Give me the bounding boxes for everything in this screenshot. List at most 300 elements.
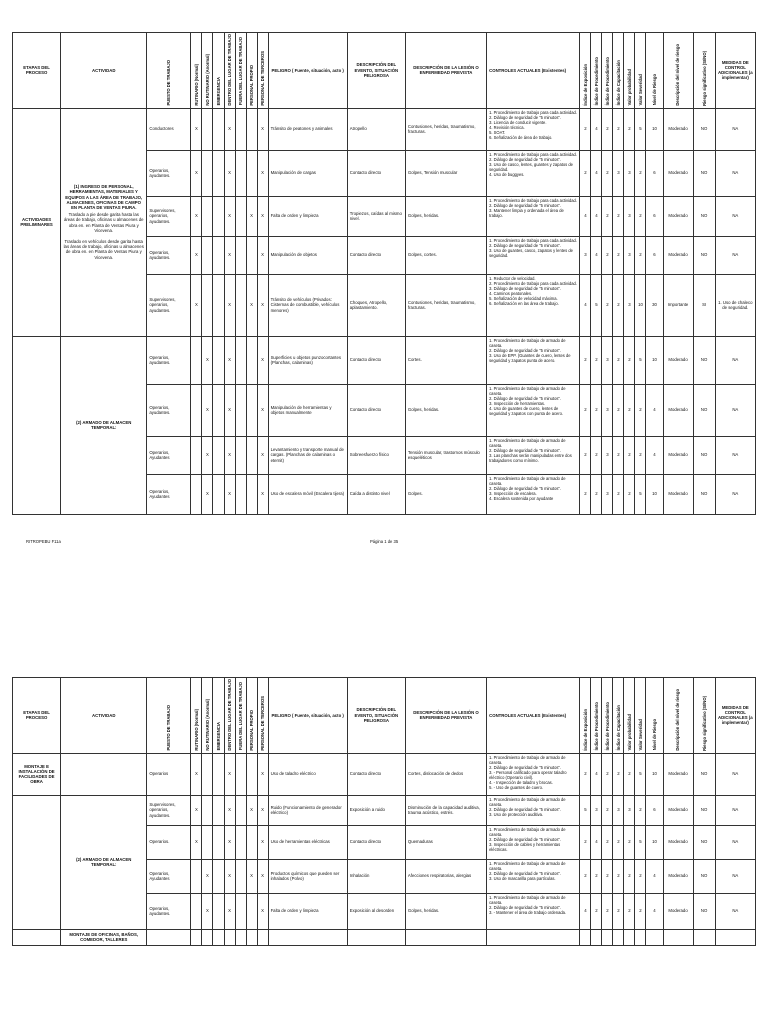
mark-cell bbox=[213, 108, 224, 150]
header-nivel_riesgo: Nivel de Riesgo bbox=[646, 33, 663, 109]
score-cell: 4 bbox=[646, 436, 663, 474]
etapa-cell bbox=[13, 929, 61, 945]
lesion-cell: Golpes, heridas. bbox=[405, 384, 486, 436]
mark-cell: X bbox=[257, 859, 268, 893]
lesion-cell: Golpes, cortes. bbox=[405, 236, 486, 274]
mark-cell: X bbox=[191, 825, 202, 859]
header-ind_procedimiento: Índice de Procedimiento bbox=[602, 678, 613, 754]
controles-cell: 1. Procedimiento de trabajo de armado de caseta. 2. Diálogo de seguridad de "5 minutos". 3. - Personal calificado para operar taladro eléctrico (Operario civil). 4. - Inspección de taladro y brocas. 5. - Uso de guantes de cuero. bbox=[487, 753, 580, 795]
mark-cell bbox=[213, 236, 224, 274]
puesto-cell: Conductores bbox=[147, 108, 191, 150]
mark-cell bbox=[246, 150, 257, 196]
mark-cell bbox=[246, 929, 257, 945]
mark-cell bbox=[213, 929, 224, 945]
score-cell: 2 bbox=[613, 236, 624, 274]
actividad-title: (2) ARMADO DE ALMACEN TEMPORAL: bbox=[76, 419, 132, 431]
score-cell: 2 bbox=[580, 384, 591, 436]
significativo-cell: NO bbox=[693, 474, 715, 514]
table-row bbox=[13, 108, 756, 150]
header-emergencia: EMERGENCIA bbox=[213, 678, 224, 754]
header-valor_sev: Valor Severidad bbox=[635, 678, 646, 754]
score-cell: 2 bbox=[624, 474, 635, 514]
mark-cell: X bbox=[191, 274, 202, 336]
evento-cell: Atropello bbox=[347, 108, 405, 150]
peligro-cell bbox=[268, 929, 347, 945]
controles-cell: 1. Procedimiento de trabajo de armado de caseta. 2. Diálogo de seguridad de "5 minutos". 3. Uso de mascarilla para partículas. bbox=[487, 859, 580, 893]
score-cell: 10 bbox=[646, 108, 663, 150]
mark-cell bbox=[213, 384, 224, 436]
header-terceros: PERSONAL DE TERCEROS bbox=[257, 678, 268, 754]
peligro-cell: Uso de taladro eléctrico bbox=[268, 753, 347, 795]
mark-cell: X bbox=[191, 795, 202, 825]
medidas-cell: 1. Uso de chaleco de seguridad. bbox=[715, 274, 755, 336]
peligro-cell: Superficies u objetos punzocortantes (Planchas, calaminas) bbox=[268, 336, 347, 384]
puesto-cell: Operarios, ayudantes. bbox=[147, 384, 191, 436]
score-cell: 2 bbox=[591, 474, 602, 514]
mark-cell: X bbox=[202, 893, 213, 929]
significativo-cell: NO bbox=[693, 336, 715, 384]
mark-cell: X bbox=[202, 336, 213, 384]
significativo-cell: NO bbox=[693, 795, 715, 825]
controles-cell: 1. Procedimiento de trabajo para cada actividad. 2. Diálogo de seguridad de "5 minutos". 3. Licencia de conducir vigente. 4. Revisión técnica. 5. SOAT. 6. Señalización de área de trabajo. bbox=[487, 108, 580, 150]
significativo-cell: NO bbox=[693, 384, 715, 436]
risk-matrix-page-1 bbox=[12, 32, 756, 515]
score-cell: 4 bbox=[580, 274, 591, 336]
puesto-cell: Supervisores, operarios, ayudantes. bbox=[147, 795, 191, 825]
mark-cell: X bbox=[257, 108, 268, 150]
score-cell: 2 bbox=[624, 336, 635, 384]
evento-cell: Contacto directo bbox=[347, 825, 405, 859]
header-no_rutinario: NO RUTINARIO (Anormal) bbox=[202, 33, 213, 109]
controles-cell: 1. Procedimiento de trabajo para cada actividad. 2. Diálogo de seguridad de "5 minutos". 3. Mantener limpia y ordenada el área de trabajo. bbox=[487, 196, 580, 236]
score-cell: 2 bbox=[580, 336, 591, 384]
puesto-cell: Operarios, ayudantes. bbox=[147, 893, 191, 929]
header-actividad: ACTIVIDAD bbox=[61, 678, 147, 754]
mark-cell: X bbox=[246, 196, 257, 236]
score-cell bbox=[591, 929, 602, 945]
mark-cell: X bbox=[246, 859, 257, 893]
controles-cell: 1. Procedimiento de trabajo de armado de caseta. 2. Diálogo de seguridad de "5 minutos". 3. Las planchas serán manipuladas entre dos trabajadores como mínimo. bbox=[487, 436, 580, 474]
mark-cell bbox=[202, 150, 213, 196]
nivel-desc-cell: Moderado bbox=[663, 753, 693, 795]
score-cell: 2 bbox=[613, 893, 624, 929]
mark-cell: X bbox=[224, 859, 235, 893]
score-cell: 5 bbox=[635, 474, 646, 514]
mark-cell bbox=[191, 336, 202, 384]
header-dentro: DENTRO DEL LUGAR DE TRABAJO bbox=[224, 678, 235, 754]
nivel-desc-cell: Moderado bbox=[663, 474, 693, 514]
nivel-desc-cell: Moderado bbox=[663, 236, 693, 274]
score-cell: 3 bbox=[624, 196, 635, 236]
score-cell: 6 bbox=[646, 196, 663, 236]
mark-cell bbox=[235, 929, 246, 945]
document-code: RITROPEBU F11a bbox=[26, 539, 61, 544]
header-descripcion: DESCRIPCIÓN DEL EVENTO, SITUACIÓN PELIGROSA bbox=[347, 678, 405, 754]
score-cell: 10 bbox=[646, 825, 663, 859]
lesion-cell: Golpes, heridas. bbox=[405, 893, 486, 929]
nivel-desc-cell: Moderado bbox=[663, 196, 693, 236]
mark-cell bbox=[246, 825, 257, 859]
mark-cell: X bbox=[224, 825, 235, 859]
mark-cell: X bbox=[257, 795, 268, 825]
medidas-cell: NA bbox=[715, 474, 755, 514]
mark-cell bbox=[202, 795, 213, 825]
mark-cell bbox=[235, 196, 246, 236]
mark-cell bbox=[191, 384, 202, 436]
header-etapas: ETAPAS DEL PROCESO bbox=[13, 33, 61, 109]
controles-cell: 1. Procedimiento de trabajo de armado de caseta. 2. Diálogo de seguridad de "5 minutos". 3. Uso de EPP. (Guantes de cuero, lentes de seguridad y zapatos punta de acero. bbox=[487, 336, 580, 384]
mark-cell bbox=[235, 150, 246, 196]
score-cell: 2 bbox=[613, 108, 624, 150]
score-cell: 2 bbox=[613, 196, 624, 236]
score-cell: 2 bbox=[613, 384, 624, 436]
score-cell: 2 bbox=[591, 384, 602, 436]
score-cell: 4 bbox=[580, 196, 591, 236]
mark-cell bbox=[202, 196, 213, 236]
header-desc_nivel: Descripción del nivel de riesgo bbox=[663, 33, 693, 109]
score-cell: 3 bbox=[591, 795, 602, 825]
score-cell: 6 bbox=[646, 795, 663, 825]
mark-cell: X bbox=[202, 384, 213, 436]
controles-cell: 1. Procedimiento de trabajo para cada actividad. 2. Diálogo de seguridad de "5 minutos". 3. Uso de guantes, casco, zapatos y lentes de seguridad. bbox=[487, 236, 580, 274]
score-cell: 2 bbox=[602, 859, 613, 893]
mark-cell: X bbox=[224, 274, 235, 336]
peligro-cell: Manipulación de cargas bbox=[268, 150, 347, 196]
score-cell: 2 bbox=[580, 825, 591, 859]
significativo-cell: SI bbox=[693, 274, 715, 336]
mark-cell: X bbox=[224, 795, 235, 825]
score-cell: 10 bbox=[646, 753, 663, 795]
header-actividad: ACTIVIDAD bbox=[61, 33, 147, 109]
mark-cell bbox=[191, 893, 202, 929]
score-cell: 2 bbox=[635, 150, 646, 196]
mark-cell: X bbox=[191, 108, 202, 150]
score-cell: 6 bbox=[646, 150, 663, 196]
mark-cell bbox=[213, 893, 224, 929]
mark-cell: X bbox=[257, 893, 268, 929]
medidas-cell: NA bbox=[715, 336, 755, 384]
score-cell: 2 bbox=[635, 893, 646, 929]
score-cell: 3 bbox=[602, 436, 613, 474]
score-cell: 2 bbox=[624, 384, 635, 436]
significativo-cell: NO bbox=[693, 893, 715, 929]
header-lesion: DESCRIPCIÓN DE LA LESIÓN O ENFERMEDAD PREVISTA bbox=[405, 678, 486, 754]
header-fuera: FUERA DEL LUGAR DE TRABAJO bbox=[235, 678, 246, 754]
header-dentro: DENTRO DEL LUGAR DE TRABAJO bbox=[224, 33, 235, 109]
mark-cell bbox=[213, 825, 224, 859]
mark-cell: X bbox=[224, 236, 235, 274]
lesion-cell: Tensión muscular, trastornos músculo esqueléticos bbox=[405, 436, 486, 474]
header-ind_capacitacion: Índice de Capacitación bbox=[613, 678, 624, 754]
medidas-cell: NA bbox=[715, 196, 755, 236]
score-cell bbox=[580, 929, 591, 945]
puesto-cell: Operarios, Ayudantes bbox=[147, 474, 191, 514]
score-cell: 3 bbox=[624, 274, 635, 336]
mark-cell bbox=[213, 753, 224, 795]
actividad-cell bbox=[61, 929, 147, 945]
mark-cell bbox=[235, 274, 246, 336]
medidas-cell: NA bbox=[715, 150, 755, 196]
mark-cell bbox=[191, 859, 202, 893]
significativo-cell: NO bbox=[693, 236, 715, 274]
mark-cell bbox=[235, 436, 246, 474]
actividad-title: MONTAJE DE OFICINAS, BAÑOS, COMEDOR, TALLERES bbox=[69, 931, 139, 943]
score-cell: 2 bbox=[613, 436, 624, 474]
score-cell: 4 bbox=[591, 196, 602, 236]
mark-cell bbox=[191, 436, 202, 474]
mark-cell bbox=[246, 336, 257, 384]
significativo-cell: NO bbox=[693, 196, 715, 236]
mark-cell: X bbox=[257, 753, 268, 795]
header-ind_procedimiento: Índice de Procedimiento bbox=[602, 33, 613, 109]
mark-cell: X bbox=[202, 474, 213, 514]
score-cell: 2 bbox=[591, 336, 602, 384]
score-cell: 5 bbox=[635, 825, 646, 859]
etapa-cell: MONTAJE E INSTALACIÓN DE FACILIDADES DE OBRA bbox=[13, 753, 61, 795]
medidas-cell: NA bbox=[715, 236, 755, 274]
mark-cell bbox=[235, 893, 246, 929]
mark-cell bbox=[235, 753, 246, 795]
mark-cell bbox=[235, 795, 246, 825]
score-cell: 2 bbox=[580, 108, 591, 150]
medidas-cell: NA bbox=[715, 825, 755, 859]
score-cell bbox=[613, 929, 624, 945]
peligro-cell: Uso de escalera móvil (Escalera tijera) bbox=[268, 474, 347, 514]
peligro-cell: Levantamiento y transporte manual de cargas. (Planchas de calaminas o eternit) bbox=[268, 436, 347, 474]
peligro-cell: Falta de orden y limpieza bbox=[268, 196, 347, 236]
score-cell: 3 bbox=[602, 474, 613, 514]
score-cell: 2 bbox=[613, 825, 624, 859]
peligro-cell: Manipulación de herramientas y objetos manualmente bbox=[268, 384, 347, 436]
mark-cell bbox=[202, 108, 213, 150]
mark-cell: X bbox=[257, 336, 268, 384]
mark-cell: X bbox=[224, 336, 235, 384]
table-row bbox=[13, 336, 756, 384]
score-cell: 2 bbox=[624, 859, 635, 893]
lesion-cell: Contusiones, heridas, traumatismo, fracturas. bbox=[405, 274, 486, 336]
puesto-cell: Operarios, ayudantes. bbox=[147, 236, 191, 274]
nivel-desc-cell: Importante bbox=[663, 274, 693, 336]
mark-cell bbox=[191, 474, 202, 514]
score-cell: 5 bbox=[635, 753, 646, 795]
header-rutinario: RUTINARIO (Normal) bbox=[191, 678, 202, 754]
page-number: Página 1 de 35 bbox=[370, 539, 399, 544]
score-cell: 2 bbox=[602, 753, 613, 795]
score-cell: 2 bbox=[635, 384, 646, 436]
evento-cell: Sobreesfuerzo físico bbox=[347, 436, 405, 474]
mark-cell bbox=[246, 893, 257, 929]
score-cell: 2 bbox=[624, 753, 635, 795]
lesion-cell: Afecciones respiratorias, alergias bbox=[405, 859, 486, 893]
significativo-cell: NO bbox=[693, 150, 715, 196]
mark-cell: X bbox=[257, 150, 268, 196]
nivel-desc-cell bbox=[663, 929, 693, 945]
mark-cell: X bbox=[224, 893, 235, 929]
header-personal_propio: PERSONAL PROPIO bbox=[246, 33, 257, 109]
mark-cell bbox=[246, 108, 257, 150]
controles-cell: 1. Reductor de velocidad. 2. Procedimiento de trabajo para cada actividad. 3. Diálogo de seguridad de "5 minutos". 4. Caminos peatonales. 5. Señalización de velocidad máxima. 6. Señalización en las área de trabajo. bbox=[487, 274, 580, 336]
mark-cell bbox=[257, 929, 268, 945]
mark-cell bbox=[213, 274, 224, 336]
puesto-cell: Operarios, Ayudantes bbox=[147, 436, 191, 474]
score-cell: 2 bbox=[613, 336, 624, 384]
header-desc_nivel: Descripción del nivel de riesgo bbox=[663, 678, 693, 754]
score-cell: 2 bbox=[602, 196, 613, 236]
header-medidas: MEDIDAS DE CONTROL ADICIONALES (a implementar) bbox=[715, 678, 755, 754]
score-cell bbox=[624, 929, 635, 945]
score-cell: 3 bbox=[613, 795, 624, 825]
lesion-cell: Golpes, heridas. bbox=[405, 196, 486, 236]
actividad-title: (1) INGRESO DE PERSONAL, HERRAMIENTAS, MATERIALES Y EQUIPOS A LAS ÁREA DE TRABAJO, ALMACENES, OFICINAS DE CAMPO EN PLANTA DE VENTAS PIURA. bbox=[65, 184, 143, 211]
mark-cell bbox=[202, 274, 213, 336]
etapa-cell bbox=[13, 336, 61, 514]
peligro-cell: Uso de herramientas eléctricas bbox=[268, 825, 347, 859]
mark-cell bbox=[202, 236, 213, 274]
score-cell: 2 bbox=[602, 150, 613, 196]
peligro-cell: Tránsito de vehículos (Privados: Cisternas de combustible, vehículos menores) bbox=[268, 274, 347, 336]
score-cell: 30 bbox=[646, 274, 663, 336]
mark-cell: X bbox=[257, 474, 268, 514]
mark-cell bbox=[202, 753, 213, 795]
mark-cell bbox=[213, 474, 224, 514]
nivel-desc-cell: Moderado bbox=[663, 436, 693, 474]
evento-cell: Contacto directo bbox=[347, 336, 405, 384]
puesto-cell: Supervisores, operarios, ayudantes. bbox=[147, 196, 191, 236]
mark-cell bbox=[191, 929, 202, 945]
controles-cell: 1. Procedimiento de trabajo de armado de caseta. 2. Diálogo de seguridad de "5 minutos". 3. - Mantener el área de trabajo ordenada. bbox=[487, 893, 580, 929]
actividad-cell bbox=[61, 336, 147, 514]
table-row bbox=[13, 753, 756, 795]
score-cell: 2 bbox=[580, 474, 591, 514]
header-controles: CONTROLES ACTUALES (Existentes) bbox=[487, 678, 580, 754]
score-cell: 2 bbox=[635, 196, 646, 236]
header-ind_personas: Índice de Procedimiento bbox=[591, 33, 602, 109]
mark-cell bbox=[235, 236, 246, 274]
score-cell: 2 bbox=[624, 893, 635, 929]
table-row bbox=[13, 795, 756, 825]
score-cell: 2 bbox=[602, 795, 613, 825]
peligro-cell: Manipulación de objetos bbox=[268, 236, 347, 274]
nivel-desc-cell: Moderado bbox=[663, 336, 693, 384]
score-cell: 5 bbox=[635, 336, 646, 384]
score-cell: 2 bbox=[591, 436, 602, 474]
score-cell: 10 bbox=[646, 336, 663, 384]
controles-cell: 1. Procedimiento de trabajo de armado de caseta. 2. Diálogo de seguridad de "5 minutos". 3. Inspección de escalera. 4. Escalera sostenida por ayudante bbox=[487, 474, 580, 514]
lesion-cell: Golpes. bbox=[405, 474, 486, 514]
mark-cell: X bbox=[191, 150, 202, 196]
score-cell: 2 bbox=[580, 436, 591, 474]
mark-cell: X bbox=[246, 795, 257, 825]
etapa-cell bbox=[13, 795, 61, 929]
mark-cell: X bbox=[191, 196, 202, 236]
evento-cell: Exposición al desorden bbox=[347, 893, 405, 929]
score-cell: 2 bbox=[580, 753, 591, 795]
lesion-cell: Quemaduras bbox=[405, 825, 486, 859]
peligro-cell: Productos químicos que pueden ser inhalados (Polvo) bbox=[268, 859, 347, 893]
mark-cell bbox=[213, 436, 224, 474]
score-cell: 4 bbox=[646, 384, 663, 436]
puesto-cell bbox=[147, 929, 191, 945]
score-cell: 2 bbox=[635, 795, 646, 825]
mark-cell: X bbox=[224, 108, 235, 150]
mark-cell: X bbox=[224, 150, 235, 196]
header-nivel_riesgo: Nivel de Riesgo bbox=[646, 678, 663, 754]
mark-cell bbox=[202, 929, 213, 945]
evento-cell: Contacto directo bbox=[347, 150, 405, 196]
score-cell: 3 bbox=[624, 795, 635, 825]
mark-cell: X bbox=[246, 274, 257, 336]
evento-cell: Tropiezos, caídas al mismo nivel. bbox=[347, 196, 405, 236]
nivel-desc-cell: Moderado bbox=[663, 893, 693, 929]
mark-cell bbox=[246, 384, 257, 436]
evento-cell: Contacto directo bbox=[347, 236, 405, 274]
score-cell: 2 bbox=[602, 274, 613, 336]
mark-cell: X bbox=[257, 384, 268, 436]
score-cell: 2 bbox=[613, 274, 624, 336]
evento-cell: Caída a distinto nivel bbox=[347, 474, 405, 514]
header-puesto: PUESTO DE TRABAJO bbox=[147, 33, 191, 109]
etapa-cell: ACTIVIDADES PRELIMINARES bbox=[13, 108, 61, 336]
puesto-cell: Operarios, ayudantes. bbox=[147, 336, 191, 384]
score-cell: 4 bbox=[591, 825, 602, 859]
header-valor_prob: Valor probabilidad bbox=[624, 33, 635, 109]
header-peligro: PELIGRO ( Fuente, situación, acto ) bbox=[268, 678, 347, 754]
nivel-desc-cell: Moderado bbox=[663, 108, 693, 150]
score-cell: 3 bbox=[624, 150, 635, 196]
lesion-cell bbox=[405, 929, 486, 945]
score-cell: 4 bbox=[591, 753, 602, 795]
score-cell: 2 bbox=[635, 436, 646, 474]
puesto-cell: Operarios. bbox=[147, 825, 191, 859]
header-fuera: FUERA DEL LUGAR DE TRABAJO bbox=[235, 33, 246, 109]
header-valor_prob: Valor probabilidad bbox=[624, 678, 635, 754]
nivel-desc-cell: Moderado bbox=[663, 825, 693, 859]
header-personal_propio: PERSONAL PROPIO bbox=[246, 678, 257, 754]
mark-cell: X bbox=[191, 753, 202, 795]
puesto-cell: Operarios, Ayudantes bbox=[147, 859, 191, 893]
mark-cell: X bbox=[257, 274, 268, 336]
score-cell: 2 bbox=[580, 859, 591, 893]
lesion-cell: Disminución de la capacidad auditiva, trauma acústico, estrés. bbox=[405, 795, 486, 825]
nivel-desc-cell: Moderado bbox=[663, 150, 693, 196]
header-peligro: PELIGRO ( Fuente, situación, acto ) bbox=[268, 33, 347, 109]
score-cell: 2 bbox=[613, 474, 624, 514]
medidas-cell: NA bbox=[715, 893, 755, 929]
mark-cell: X bbox=[202, 436, 213, 474]
lesion-cell: Golpes, Tensión muscular bbox=[405, 150, 486, 196]
nivel-desc-cell: Moderado bbox=[663, 384, 693, 436]
score-cell: 10 bbox=[635, 274, 646, 336]
nivel-desc-cell: Moderado bbox=[663, 795, 693, 825]
mark-cell: X bbox=[191, 236, 202, 274]
significativo-cell bbox=[693, 929, 715, 945]
puesto-cell: Operarios bbox=[147, 753, 191, 795]
mark-cell bbox=[246, 753, 257, 795]
medidas-cell: NA bbox=[715, 384, 755, 436]
mark-cell: X bbox=[224, 753, 235, 795]
score-cell: 3 bbox=[580, 236, 591, 274]
score-cell: 3 bbox=[602, 336, 613, 384]
mark-cell bbox=[213, 150, 224, 196]
mark-cell bbox=[235, 336, 246, 384]
mark-cell bbox=[224, 929, 235, 945]
header-significativo: Riesgo significativo (SI/NO) bbox=[693, 678, 715, 754]
significativo-cell: NO bbox=[693, 825, 715, 859]
header-ind_exposicion: Índice de Exposición bbox=[580, 33, 591, 109]
header-controles: CONTROLES ACTUALES (Existentes) bbox=[487, 33, 580, 109]
medidas-cell: NA bbox=[715, 108, 755, 150]
mark-cell: X bbox=[224, 474, 235, 514]
